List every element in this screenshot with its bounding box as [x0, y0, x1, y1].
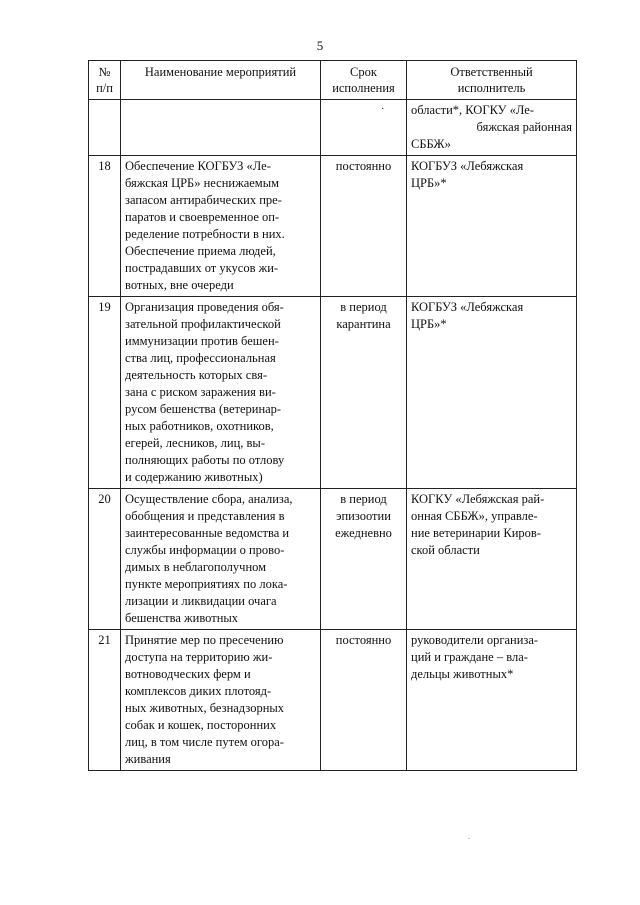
- responsible-line: ской области: [411, 543, 480, 557]
- measure-line: зана с риском заражения ви-: [125, 385, 276, 399]
- page-number: 5: [316, 38, 324, 53]
- row-number: 20: [89, 489, 121, 630]
- header-responsible-line: Ответственный: [450, 65, 533, 79]
- measure-line: Обеспечение приема людей,: [125, 244, 276, 258]
- measure-line: собак и кошек, посторонних: [125, 718, 277, 732]
- row-measure-name: [121, 156, 321, 297]
- measure-line: зательной профилактической: [125, 317, 281, 331]
- measure-line: лизации и ликвидации очага: [125, 594, 277, 608]
- header-responsible-line: исполнитель: [457, 81, 526, 95]
- row-term: [321, 297, 407, 489]
- measure-line: службы информации о прово-: [125, 543, 285, 557]
- header-responsible: [407, 61, 577, 100]
- measure-line: димых в неблагополучном: [125, 560, 267, 574]
- measure-line: лиц, в том числе путем огора-: [125, 735, 284, 749]
- measure-line: ных работников, охотников,: [125, 419, 274, 433]
- term-line: в период: [340, 300, 387, 314]
- measures-table: [88, 60, 577, 771]
- row-measure-name: [121, 297, 321, 489]
- measure-line: русом бешенства (ветеринар-: [125, 402, 282, 416]
- table-row: [89, 156, 577, 297]
- measure-line: иммунизации против бешен-: [125, 334, 279, 348]
- header-term-line: Срок: [350, 65, 377, 79]
- term-line: ежедневно: [335, 526, 392, 540]
- row-number: 19: [89, 297, 121, 489]
- responsible-line: онная СББЖ», управле-: [411, 509, 538, 523]
- row-responsible: [407, 156, 577, 297]
- measure-line: доступа на территорию жи-: [125, 650, 273, 664]
- measure-line: Принятие мер по пресечению: [125, 633, 284, 647]
- measure-line: вотных, вне очереди: [125, 278, 234, 292]
- row-measure-name: [121, 489, 321, 630]
- measure-line: обобщения и представления в: [125, 509, 285, 523]
- responsible-line: руководители организа-: [411, 633, 539, 647]
- row-number: 18: [89, 156, 121, 297]
- header-number-line: п/п: [96, 81, 113, 95]
- row-responsible: [407, 100, 577, 156]
- measure-line: запасом антирабических пре-: [125, 193, 282, 207]
- measure-line: полняющих работы по отлову: [125, 453, 285, 467]
- responsible-line: ние ветеринарии Киров-: [411, 526, 541, 540]
- row-responsible: [407, 630, 577, 771]
- term-line: в период: [340, 492, 387, 506]
- measure-line: ределение потребности в них.: [125, 227, 285, 241]
- term-line: постоянно: [335, 159, 392, 173]
- header-measure-name: [121, 61, 321, 100]
- measure-line: деятельность которых свя-: [125, 368, 267, 382]
- measure-line: бешенства животных: [125, 611, 239, 625]
- row-term: [321, 100, 407, 156]
- row-measure-name: [121, 630, 321, 771]
- measure-line: пункте мероприятиях по лока-: [125, 577, 288, 591]
- header-term-line: исполнения: [332, 81, 395, 95]
- row-responsible: [407, 489, 577, 630]
- footer-mark: .: [468, 832, 470, 841]
- responsible-line: ЦРБ»*: [411, 176, 447, 190]
- responsible-line: области*, КОГКУ «Ле-: [411, 103, 534, 117]
- measure-line: заинтересованные ведомства и: [125, 526, 290, 540]
- header-term: [321, 61, 407, 100]
- table-row: [89, 630, 577, 771]
- measure-line: егерей, лесников, лиц, вы-: [125, 436, 265, 450]
- row-term: [321, 630, 407, 771]
- term-line: постоянно: [335, 633, 392, 647]
- responsible-line: КОГБУЗ «Лебяжская: [411, 159, 524, 173]
- measure-line: и содержанию животных): [125, 470, 263, 484]
- row-term: [321, 156, 407, 297]
- responsible-line: СББЖ»: [411, 137, 451, 151]
- row-responsible: [407, 297, 577, 489]
- header-number: [89, 61, 121, 100]
- measure-line: ства лиц, профессиональная: [125, 351, 276, 365]
- measure-line: Осуществление сбора, анализа,: [125, 492, 293, 506]
- measure-line: вотноводческих ферм и: [125, 667, 251, 681]
- stray-mark: .: [381, 101, 384, 112]
- responsible-line: бяжская районная: [476, 120, 572, 134]
- row-term: [321, 489, 407, 630]
- responsible-line: КОГБУЗ «Лебяжская: [411, 300, 524, 314]
- measure-line: Обеспечение КОГБУЗ «Ле-: [125, 159, 271, 173]
- measure-line: Организация проведения обя-: [125, 300, 284, 314]
- term-line: эпизоотии: [336, 509, 391, 523]
- measure-line: комплексов диких плотояд-: [125, 684, 272, 698]
- row-number: 21: [89, 630, 121, 771]
- responsible-line: дельцы животных*: [411, 667, 514, 681]
- responsible-line: КОГКУ «Лебяжская рай-: [411, 492, 545, 506]
- table-row: [89, 100, 577, 156]
- header-measure-name-text: Наименование мероприятий: [144, 65, 297, 79]
- measure-line: бяжская ЦРБ» неснижаемым: [125, 176, 280, 190]
- table-header-row: [89, 61, 577, 100]
- row-measure-name: [121, 100, 321, 156]
- responsible-line: ЦРБ»*: [411, 317, 447, 331]
- header-number-line: №: [98, 65, 111, 79]
- table-row: [89, 489, 577, 630]
- measure-line: живания: [125, 752, 171, 766]
- measure-line: ных животных, безнадзорных: [125, 701, 285, 715]
- responsible-line: ций и граждане – вла-: [411, 650, 528, 664]
- term-line: карантина: [336, 317, 391, 331]
- measure-line: пострадавших от укусов жи-: [125, 261, 279, 275]
- table-row: [89, 297, 577, 489]
- row-number: [89, 100, 121, 156]
- measure-line: паратов и своевременное оп-: [125, 210, 280, 224]
